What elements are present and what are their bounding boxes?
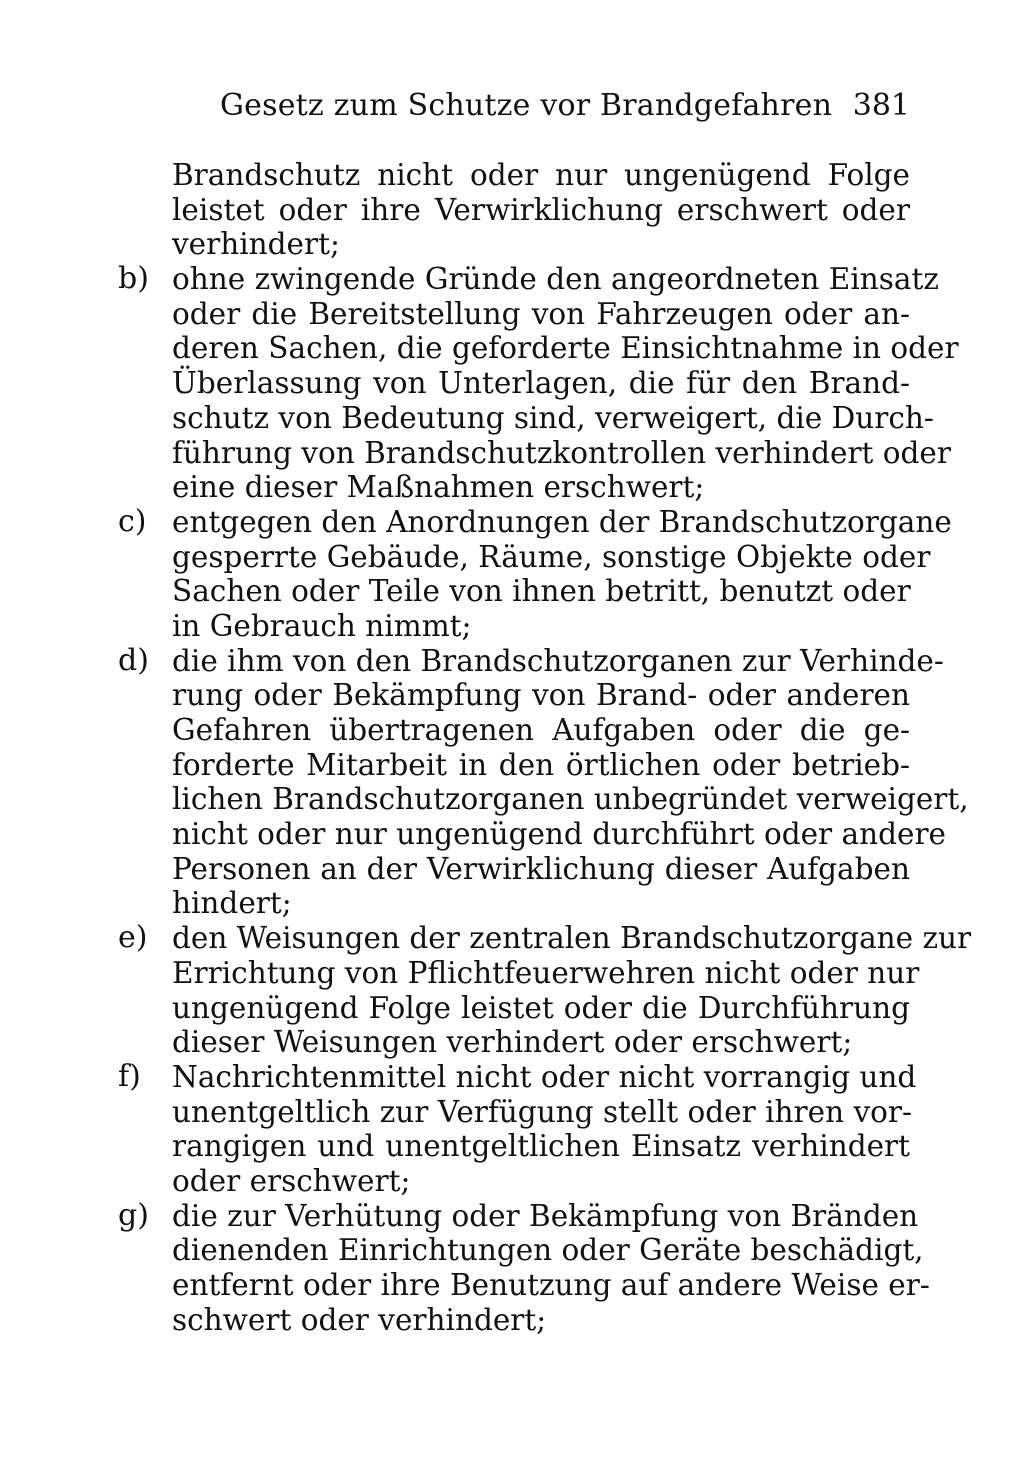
text-line: Errichtung von Pflichtfeuerwehren nicht oder nur — [172, 955, 920, 990]
item-label: b) — [118, 261, 149, 297]
page-number: 381 — [852, 88, 910, 123]
text-line: Nachrichtenmittel nicht oder nicht vorrangig und — [172, 1059, 917, 1094]
item-label: d) — [118, 642, 149, 678]
text-line: schutz von Bedeutung sind, verweigert, die Durch- — [172, 400, 934, 435]
body-text — [118, 158, 972, 1337]
text-line: unentgeltlich zur Verfügung stellt oder ihren vor- — [172, 1094, 912, 1129]
text-line: gesperrte Gebäude, Räume, sonstige Objekte oder — [172, 539, 931, 574]
list-item — [118, 920, 972, 1060]
text-line: ungenügend Folge leistet oder die Durchführung — [172, 990, 910, 1025]
text-line: Sachen oder Teile von ihnen betritt, benutzt oder — [172, 574, 911, 609]
item-label: c) — [118, 503, 147, 539]
list-item — [118, 642, 969, 922]
text-line: rangigen und unentgeltlichen Einsatz verhindert — [172, 1129, 910, 1164]
text-line: entgegen den Anordnungen der Brandschutzorgane — [172, 504, 952, 539]
text-line: dienenden Einrichtungen oder Geräte beschädigt, — [172, 1233, 924, 1268]
text-line: leistet oder ihre Verwirklichung erschwert oder — [172, 192, 910, 227]
text-line: Überlassung von Unterlagen, die für den Brand- — [172, 366, 910, 401]
header-title: Gesetz zum Schutze vor Brandgefahren — [220, 88, 833, 123]
text-line: Brandschutz nicht oder nur ungenügend Folge — [172, 158, 910, 192]
text-line: führung von Brandschutzkontrollen verhindert oder — [172, 435, 951, 470]
text-line: oder die Bereitstellung von Fahrzeugen oder an- — [172, 296, 910, 331]
list-item — [118, 1058, 917, 1199]
text-line: hindert; — [172, 886, 292, 921]
text-line: lichen Brandschutzorganen unbegründet verweigert, — [172, 782, 969, 817]
item-label: f) — [118, 1058, 141, 1094]
text-line: eine dieser Maßnahmen erschwert; — [172, 470, 705, 505]
text-line: entfernt oder ihre Benutzung auf andere Weise er- — [172, 1268, 930, 1302]
text-line: schwert oder verhindert; — [172, 1302, 547, 1337]
list-item — [118, 503, 952, 644]
text-line: die ihm von den Brandschutzorganen zur Verhinde- — [172, 643, 944, 678]
text-line: Gefahren übertragenen Aufgaben oder die ge- — [172, 713, 910, 747]
text-line: ohne zwingende Gründe den angeordneten Einsatz — [172, 262, 939, 297]
text-line: oder erschwert; — [172, 1163, 411, 1198]
list-item — [118, 261, 959, 505]
list-item — [118, 158, 910, 262]
item-label: g) — [118, 1197, 149, 1233]
text-line: Personen an der Verwirklichung dieser Aufgaben — [172, 851, 910, 886]
running-header — [220, 88, 910, 134]
text-line: in Gebrauch nimmt; — [172, 608, 472, 643]
text-line: den Weisungen der zentralen Brandschutzorgane zur — [172, 921, 972, 956]
text-line: verhindert; — [172, 227, 340, 262]
text-line: deren Sachen, die geforderte Einsichtnahme in oder — [172, 331, 959, 366]
text-line: forderte Mitarbeit in den örtlichen oder betrieb- — [172, 747, 910, 782]
text-line: die zur Verhütung oder Bekämpfung von Bränden — [172, 1198, 919, 1233]
list-item — [118, 1197, 930, 1338]
item-label: e) — [118, 920, 148, 956]
text-line: nicht oder nur ungenügend durchführt oder andere — [172, 817, 947, 852]
text-line: rung oder Bekämpfung von Brand- oder anderen — [172, 678, 910, 713]
text-line: dieser Weisungen verhindert oder erschwert; — [172, 1025, 853, 1060]
